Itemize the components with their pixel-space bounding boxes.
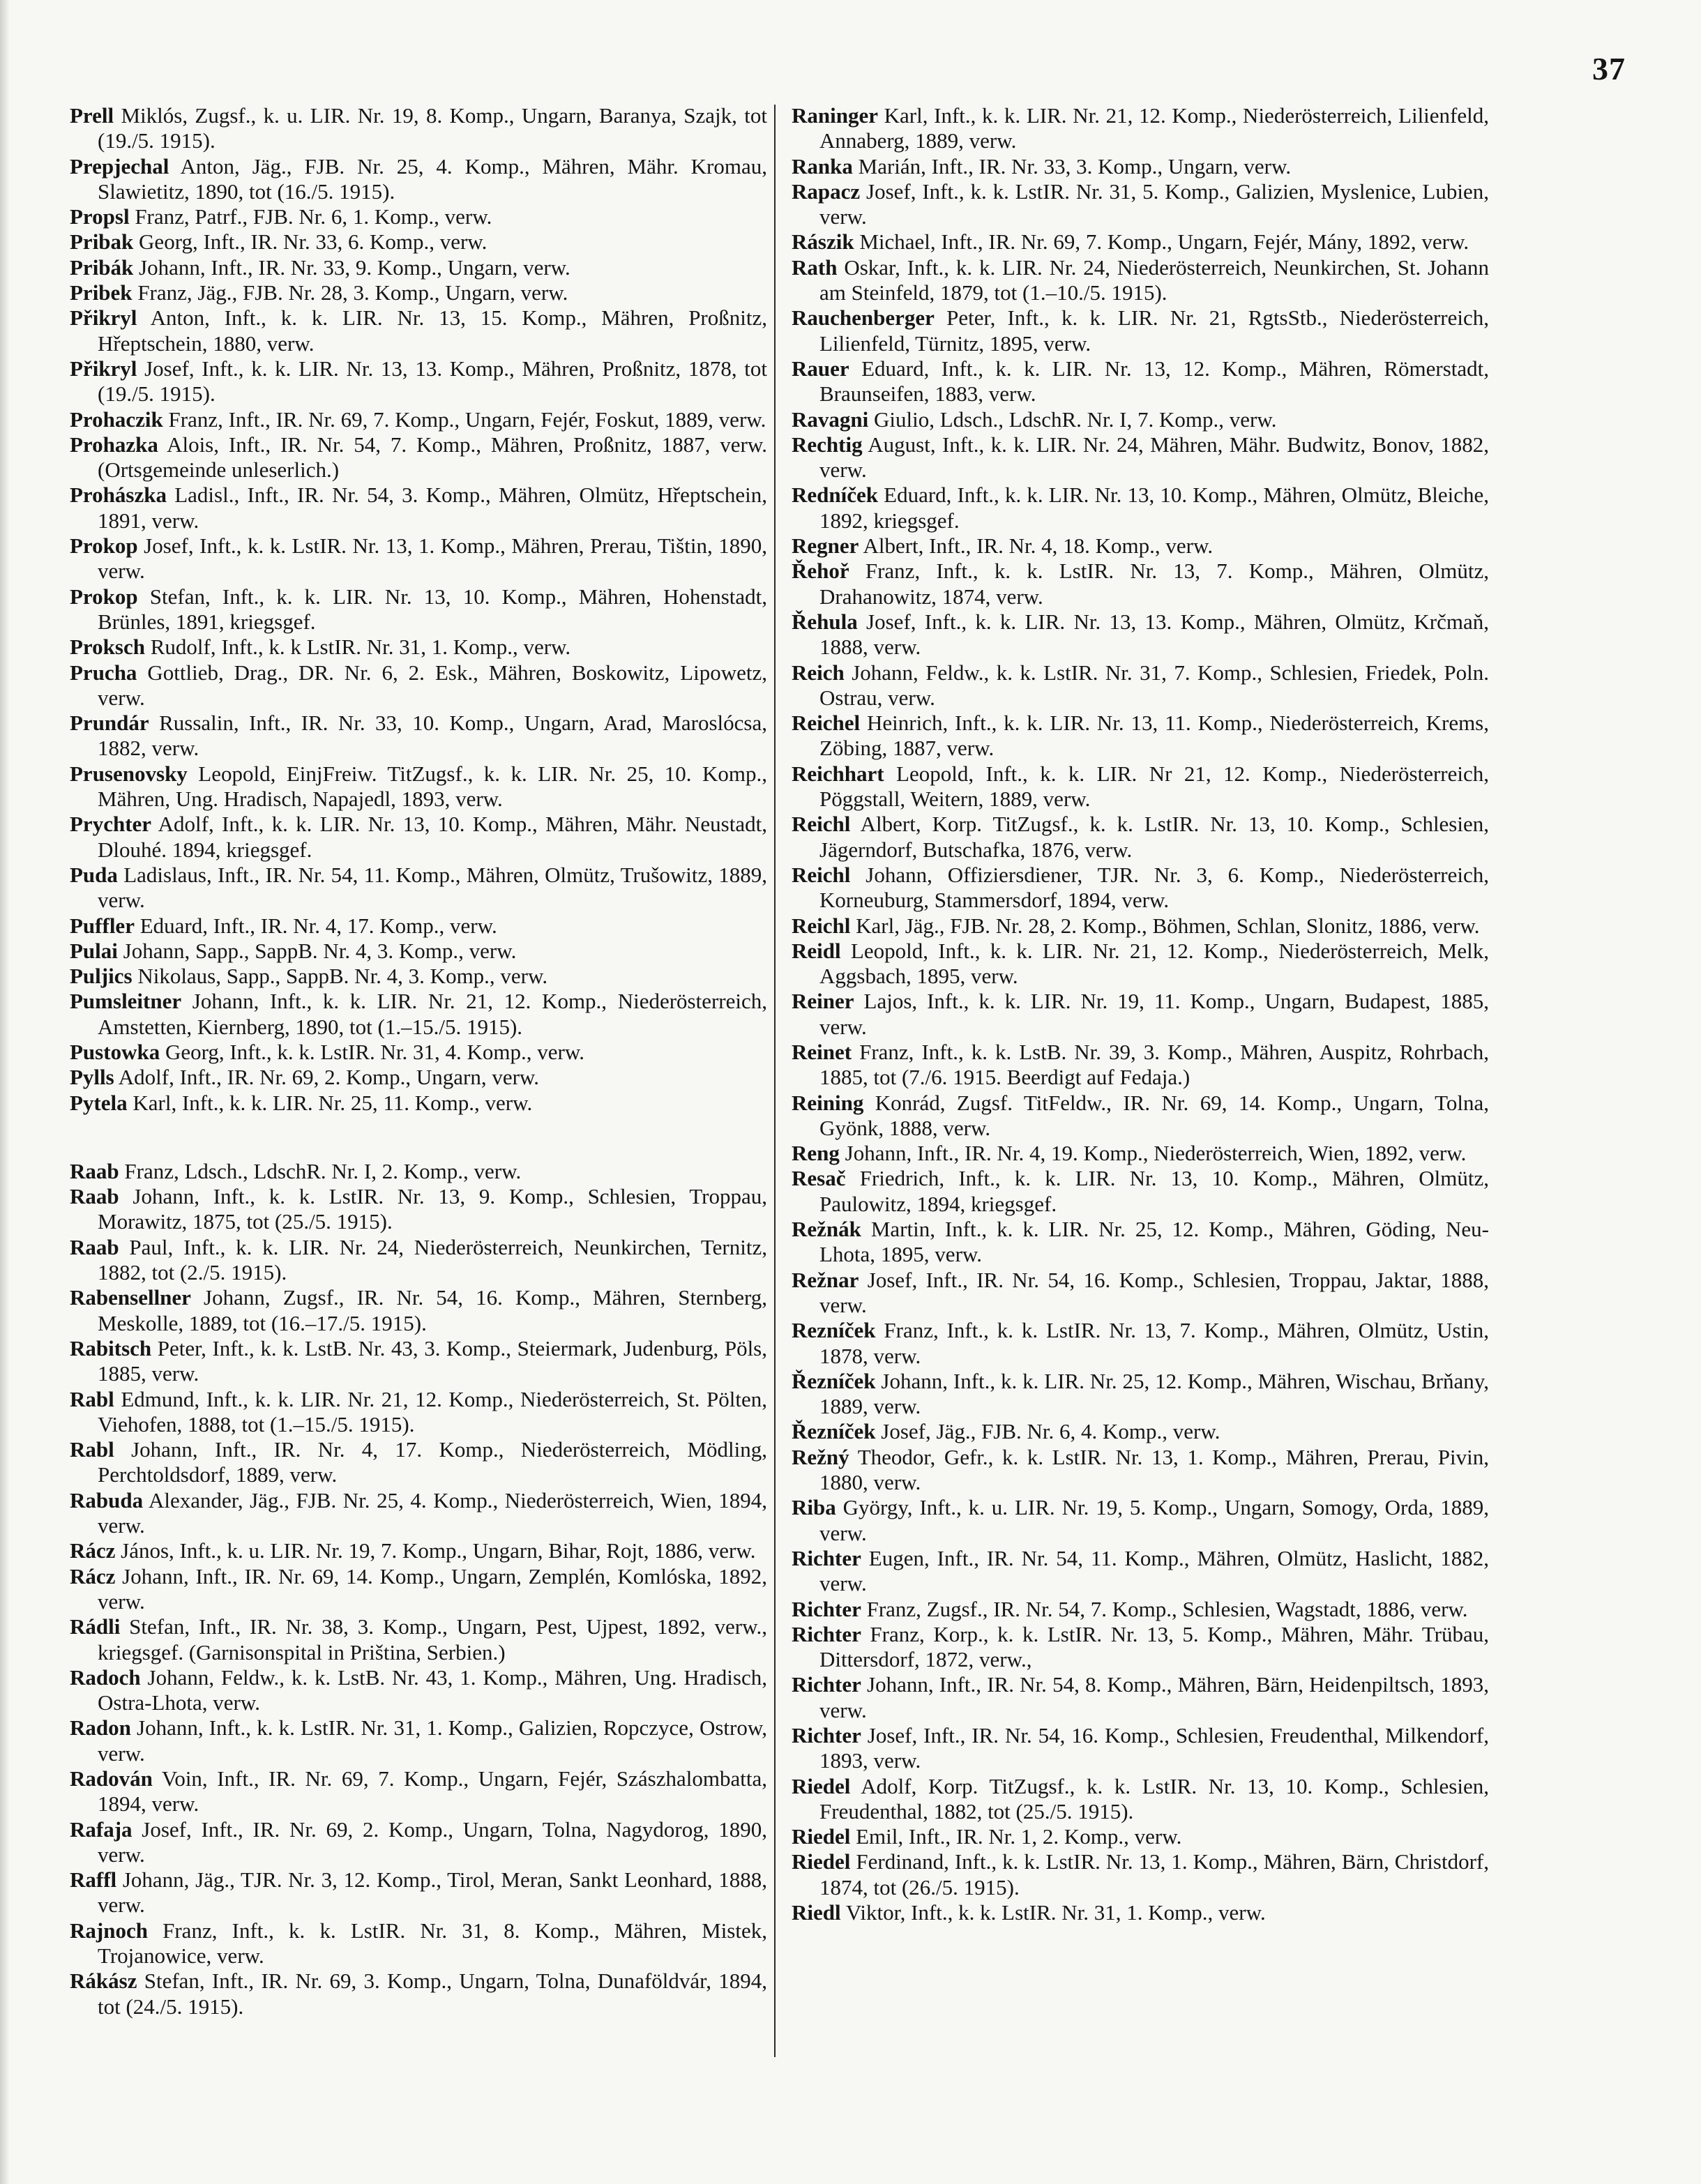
casualty-entry <box>70 660 767 711</box>
column-divider <box>774 105 776 2057</box>
entry-details: Josef, Inft., k. k. LstIR. Nr. 31, 5. Komp., Galizien, Myslenice, Lubien, verw. <box>819 179 1489 229</box>
entry-details: Johann, Inft., IR. Nr. 33, 9. Komp., Ungarn, verw. <box>133 255 570 280</box>
entry-surname: Rafaja <box>70 1817 133 1842</box>
entry-surname: Prokop <box>70 533 138 559</box>
casualty-entry <box>70 635 767 660</box>
entry-details: Miklós, Zugsf., k. u. LIR. Nr. 19, 8. Komp., Ungarn, Baranya, Szajk, tot (19./5. 1915). <box>98 103 767 153</box>
entry-surname: Pustowka <box>70 1039 160 1064</box>
entry-surname: Raab <box>70 1234 119 1259</box>
casualty-entry <box>70 1336 767 1387</box>
entry-surname: Richter <box>792 1545 861 1570</box>
entry-surname: Přikryl <box>70 305 137 331</box>
entry-details: Ladislaus, Inft., IR. Nr. 54, 11. Komp., Mähren, Olmütz, Trušowitz, 1889, verw. <box>98 862 767 913</box>
entry-surname: Riedl <box>792 1900 841 1925</box>
entry-surname: Prychter <box>70 812 152 837</box>
entry-surname: Rászik <box>792 229 854 255</box>
casualty-entry <box>70 761 767 812</box>
entry-surname: Reinet <box>792 1039 852 1064</box>
casualty-entry <box>70 1918 767 1969</box>
entry-details: Johann, Inft., IR. Nr. 4, 17. Komp., Niederösterreich, Mödling, Perchtoldsdorf, 1889, verw. <box>98 1437 767 1487</box>
casualty-entry <box>792 407 1489 432</box>
entry-details: Heinrich, Inft., k. k. LIR. Nr. 13, 11. Komp., Niederösterreich, Krems, Zöbing, 1887, verw. <box>819 711 1489 761</box>
casualty-entry <box>70 1969 767 2019</box>
entry-surname: Reichl <box>792 913 851 938</box>
entry-details: Lajos, Inft., k. k. LIR. Nr. 19, 11. Komp., Ungarn, Budapest, 1885, verw. <box>819 989 1489 1039</box>
entry-details: Eugen, Inft., IR. Nr. 54, 11. Komp., Mähren, Olmütz, Haslicht, 1882, verw. <box>819 1545 1489 1596</box>
casualty-entry <box>70 280 767 305</box>
entry-details: János, Inft., k. u. LIR. Nr. 19, 7. Komp., Ungarn, Bihar, Rojt, 1886, verw. <box>115 1538 756 1563</box>
section-gap <box>70 1116 767 1159</box>
entry-details: Ladisl., Inft., IR. Nr. 54, 3. Komp., Mähren, Olmütz, Hřeptschein, 1891, verw. <box>98 483 767 533</box>
entry-surname: Rabitsch <box>70 1335 152 1360</box>
entry-surname: Richter <box>792 1723 861 1747</box>
entry-details: Johann, Feldw., k. k. LstIR. Nr. 31, 7. Komp., Schlesien, Friedek, Poln. Ostrau, verw. <box>819 660 1489 710</box>
page-number: 37 <box>1592 51 1626 86</box>
entry-details: Josef, Inft., IR. Nr. 54, 16. Komp., Schlesien, Freudenthal, Milkendorf, 1893, verw. <box>819 1723 1489 1773</box>
entry-details: Josef, Inft., k. k. LIR. Nr. 13, 13. Komp., Mähren, Proßnitz, 1878, tot (19./5. 1915). <box>98 356 767 407</box>
entry-surname: Reichhart <box>792 761 884 786</box>
casualty-entry <box>792 1318 1489 1369</box>
entry-details: Josef, Inft., IR. Nr. 54, 16. Komp., Schlesien, Troppau, Jaktar, 1888, verw. <box>819 1267 1489 1317</box>
casualty-entry <box>792 939 1489 989</box>
entry-details: Paul, Inft., k. k. LIR. Nr. 24, Niederösterreich, Neunkirchen, Ternitz, 1882, tot (2./5. 1915). <box>98 1234 767 1285</box>
entry-details: Friedrich, Inft., k. k. LIR. Nr. 13, 10. Komp., Mähren, Olmütz, Paulowitz, 1894, kriegsgef. <box>819 1166 1489 1216</box>
casualty-entry <box>70 432 767 483</box>
casualty-entry <box>792 863 1489 913</box>
casualty-entry <box>70 305 767 356</box>
casualty-entry <box>792 1597 1489 1622</box>
casualty-entry <box>792 1900 1489 1925</box>
casualty-entry <box>70 584 767 635</box>
entry-details: Franz, Inft., k. k. LstIR. Nr. 31, 8. Komp., Mähren, Mistek, Trojanowice, verw. <box>98 1918 767 1969</box>
entry-surname: Prepjechal <box>70 153 169 179</box>
casualty-entry <box>70 356 767 407</box>
casualty-entry <box>70 154 767 205</box>
casualty-entry <box>792 1445 1489 1496</box>
entry-surname: Proksch <box>70 635 145 660</box>
entry-details: Leopold, EinjFreiw. TitZugsf., k. k. LIR. Nr. 25, 10. Komp., Mähren, Ung. Hradisch, Napajedl, 1893, verw. <box>98 761 767 812</box>
entry-details: Russalin, Inft., IR. Nr. 33, 10. Komp., Ungarn, Arad, Maroslócsa, 1882, verw. <box>98 711 767 761</box>
entry-surname: Reich <box>792 660 845 685</box>
entry-details: Josef, Inft., k. k. LIR. Nr. 13, 13. Komp., Mähren, Olmütz, Krčmaň, 1888, verw. <box>819 609 1489 660</box>
casualty-entry <box>70 989 767 1040</box>
casualty-entry <box>792 1546 1489 1597</box>
casualty-entry <box>792 1622 1489 1673</box>
entry-surname: Režnar <box>792 1267 859 1292</box>
casualty-entry <box>792 761 1489 812</box>
casualty-entry <box>70 1184 767 1235</box>
entry-details: Georg, Inft., IR. Nr. 33, 6. Komp., verw. <box>133 229 487 255</box>
entry-details: Johann, Inft., IR. Nr. 4, 19. Komp., Niederösterreich, Wien, 1892, verw. <box>839 1141 1467 1166</box>
entry-surname: Rath <box>792 255 838 280</box>
entry-details: Anton, Jäg., FJB. Nr. 25, 4. Komp., Mähren, Mähr. Kromau, Slawietitz, 1890, tot (16./5. 1915). <box>98 153 767 204</box>
casualty-entry <box>792 1369 1489 1420</box>
casualty-entry <box>792 989 1489 1040</box>
entry-surname: Režný <box>792 1444 849 1469</box>
casualty-entry <box>792 559 1489 609</box>
entry-details: Josef, Jäg., FJB. Nr. 6, 4. Komp., verw. <box>875 1419 1220 1444</box>
casualty-entry <box>70 812 767 863</box>
entry-surname: Raab <box>70 1184 119 1209</box>
entry-surname: Rabl <box>70 1386 114 1411</box>
entry-surname: Pytela <box>70 1090 128 1115</box>
entry-surname: Puljics <box>70 964 133 989</box>
entry-surname: Rákász <box>70 1969 137 1994</box>
casualty-entry <box>70 103 767 154</box>
casualty-entry <box>70 1387 767 1438</box>
entry-details: Alexander, Jäg., FJB. Nr. 25, 4. Komp., Niederösterreich, Wien, 1894, verw. <box>98 1487 767 1538</box>
entry-details: Johann, Inft., k. k. LstIR. Nr. 31, 1. Komp., Galizien, Ropczyce, Ostrow, verw. <box>98 1715 767 1766</box>
entry-details: Albert, Inft., IR. Nr. 4, 18. Komp., verw. <box>859 533 1214 559</box>
entry-surname: Regner <box>792 533 859 559</box>
casualty-entry <box>70 204 767 229</box>
casualty-entry <box>792 103 1489 154</box>
entry-surname: Rácz <box>70 1563 116 1588</box>
entry-details: Voin, Inft., IR. Nr. 69, 7. Komp., Ungarn, Fejér, Szászhalombatta, 1894, verw. <box>98 1766 767 1817</box>
entry-details: Franz, Korp., k. k. LstIR. Nr. 13, 5. Komp., Mähren, Mähr. Trübau, Dittersdorf, 1872, verw., <box>819 1621 1489 1672</box>
entry-details: Stefan, Inft., k. k. LIR. Nr. 13, 10. Komp., Mähren, Hohenstadt, Brünles, 1891, kriegsgef. <box>98 584 767 634</box>
casualty-entry <box>792 1141 1489 1166</box>
entry-surname: Pylls <box>70 1065 114 1090</box>
entry-details: Marián, Inft., IR. Nr. 33, 3. Komp., Ungarn, verw. <box>852 153 1292 179</box>
casualty-entry <box>792 1217 1489 1268</box>
entry-surname: Rácz <box>70 1538 116 1563</box>
entry-surname: Prokop <box>70 584 138 609</box>
casualty-entry <box>70 711 767 761</box>
entry-details: Adolf, Inft., k. k. LIR. Nr. 13, 10. Komp., Mähren, Mähr. Neustadt, Dlouhé. 1894, kriegsgef. <box>98 812 767 862</box>
entry-surname: Rabl <box>70 1437 114 1462</box>
casualty-entry <box>70 1665 767 1716</box>
casualty-entry <box>792 1672 1489 1723</box>
casualty-entry <box>792 533 1489 559</box>
entry-details: Karl, Inft., k. k. LIR. Nr. 21, 12. Komp., Niederösterreich, Lilienfeld, Annaberg, 1889, verw. <box>819 103 1489 153</box>
entry-surname: Režnák <box>792 1217 861 1242</box>
casualty-entry <box>70 229 767 255</box>
entry-details: Michael, Inft., IR. Nr. 69, 7. Komp., Ungarn, Fejér, Mány, 1892, verw. <box>854 229 1469 255</box>
entry-surname: Riba <box>792 1495 836 1520</box>
casualty-entry <box>70 1091 767 1116</box>
entry-details: Leopold, Inft., k. k. LIR. Nr. 21, 12. Komp., Niederösterreich, Melk, Aggsbach, 1895, verw. <box>819 938 1489 989</box>
entry-surname: Řehula <box>792 609 858 634</box>
entry-details: Johann, Jäg., TJR. Nr. 3, 12. Komp., Tirol, Meran, Sankt Leonhard, 1888, verw. <box>98 1867 767 1918</box>
entry-surname: Řezníček <box>792 1419 876 1444</box>
casualty-entry <box>792 1824 1489 1849</box>
entry-surname: Prucha <box>70 660 137 685</box>
casualty-entry <box>792 356 1489 407</box>
entry-surname: Raffl <box>70 1867 117 1893</box>
entry-details: Emil, Inft., IR. Nr. 1, 2. Komp., verw. <box>850 1824 1182 1849</box>
casualty-entry <box>70 863 767 913</box>
entry-surname: Prohaczik <box>70 407 163 432</box>
entry-surname: Prundár <box>70 711 149 736</box>
casualty-entry <box>70 939 767 964</box>
entry-details: Johann, Inft., IR. Nr. 54, 8. Komp., Mähren, Bärn, Heidenpiltsch, 1893, verw. <box>819 1672 1489 1722</box>
entry-details: Franz, Jäg., FJB. Nr. 28, 3. Komp., Ungarn, verw. <box>132 280 568 305</box>
casualty-entry <box>792 1849 1489 1900</box>
entry-details: Giulio, Ldsch., LdschR. Nr. I, 7. Komp., verw. <box>868 407 1277 432</box>
entry-surname: Raninger <box>792 103 878 128</box>
casualty-entry <box>70 1040 767 1065</box>
entry-surname: Pulai <box>70 938 118 963</box>
entry-surname: Reiner <box>792 989 854 1014</box>
entry-details: Franz, Inft., k. k. LstB. Nr. 39, 3. Komp., Mähren, Auspitz, Rohrbach, 1885, tot (7./6. 1915. Beerdigt auf Fedaja.) <box>819 1039 1489 1090</box>
casualty-entry <box>70 1159 767 1184</box>
entry-surname: Rabensellner <box>70 1285 191 1310</box>
entry-details: Georg, Inft., k. k. LstIR. Nr. 31, 4. Komp., verw. <box>160 1039 584 1064</box>
casualty-entry <box>70 1564 767 1615</box>
casualty-entry <box>792 812 1489 863</box>
entry-surname: Riedel <box>792 1849 851 1874</box>
entry-details: Stefan, Inft., IR. Nr. 38, 3. Komp., Ungarn, Pest, Ujpest, 1892, verw., kriegsgef. (Garnisonspital in Priština, Serbien.) <box>98 1614 767 1664</box>
entry-details: August, Inft., k. k. LIR. Nr. 24, Mähren, Mähr. Budwitz, Bonov, 1882, verw. <box>819 432 1489 483</box>
casualty-entry <box>70 1488 767 1539</box>
entry-details: Eduard, Inft., k. k. LIR. Nr. 13, 10. Komp., Mähren, Olmütz, Bleiche, 1892, kriegsgef. <box>819 483 1489 533</box>
entry-surname: Reidl <box>792 938 841 963</box>
casualty-entry <box>792 1091 1489 1142</box>
entry-surname: Pribak <box>70 229 134 255</box>
entry-surname: Resač <box>792 1166 846 1191</box>
casualty-entry <box>70 1538 767 1563</box>
entry-surname: Rechtig <box>792 432 863 457</box>
entry-details: Josef, Inft., IR. Nr. 69, 2. Komp., Ungarn, Tolna, Nagydorog, 1890, verw. <box>98 1817 767 1867</box>
entry-surname: Richter <box>792 1672 861 1697</box>
entry-details: Adolf, Korp. TitZugsf., k. k. LstIR. Nr. 13, 10. Komp., Schlesien, Freudenthal, 1882, tot (25./5. 1915). <box>819 1773 1489 1823</box>
entry-surname: Rapacz <box>792 179 861 204</box>
entry-details: György, Inft., k. u. LIR. Nr. 19, 5. Komp., Ungarn, Somogy, Orda, 1889, verw. <box>819 1495 1489 1545</box>
entry-surname: Riedel <box>792 1824 851 1849</box>
entry-details: Johann, Inft., k. k. LstIR. Nr. 13, 9. Komp., Schlesien, Troppau, Morawitz, 1875, tot (25./5. 1915). <box>98 1184 767 1234</box>
entry-details: Viktor, Inft., k. k. LstIR. Nr. 31, 1. Komp., verw. <box>840 1900 1266 1925</box>
entry-surname: Radoch <box>70 1664 141 1690</box>
entry-surname: Ranka <box>792 153 853 179</box>
entry-details: Martin, Inft., k. k. LIR. Nr. 25, 12. Komp., Mähren, Göding, Neu-Lhota, 1895, verw. <box>819 1217 1489 1267</box>
casualty-entry <box>792 1166 1489 1217</box>
entry-details: Peter, Inft., k. k. LIR. Nr. 21, RgtsStb., Niederösterreich, Lilienfeld, Türnitz, 1895, verw. <box>819 305 1489 356</box>
entry-details: Eduard, Inft., IR. Nr. 4, 17. Komp., verw. <box>134 913 497 938</box>
casualty-entry <box>792 609 1489 660</box>
entry-details: Rudolf, Inft., k. k LstIR. Nr. 31, 1. Komp., verw. <box>144 635 571 660</box>
entry-surname: Řehoř <box>792 559 849 584</box>
entry-surname: Prusenovsky <box>70 761 188 786</box>
casualty-entry <box>792 305 1489 356</box>
entry-surname: Reichl <box>792 862 851 887</box>
entry-surname: Redníček <box>792 483 878 508</box>
entry-surname: Pribek <box>70 280 133 305</box>
casualty-entry <box>70 964 767 989</box>
casualty-entry <box>70 1235 767 1286</box>
entry-details: Johann, Feldw., k. k. LstB. Nr. 43, 1. Komp., Mähren, Ung. Hradisch, Ostra-Lhota, verw. <box>98 1664 767 1715</box>
entry-surname: Prell <box>70 103 114 128</box>
casualty-entry <box>792 913 1489 939</box>
entry-surname: Rauchenberger <box>792 305 935 331</box>
entry-details: Theodor, Gefr., k. k. LstIR. Nr. 13, 1. Komp., Mähren, Prerau, Pivin, 1880, verw. <box>819 1444 1489 1495</box>
casualty-entry <box>792 483 1489 533</box>
entry-surname: Richter <box>792 1621 861 1646</box>
casualty-entry <box>70 1817 767 1868</box>
entry-details: Karl, Inft., k. k. LIR. Nr. 25, 11. Komp., verw. <box>127 1090 533 1115</box>
entry-details: Franz, Inft., k. k. LstIR. Nr. 13, 7. Komp., Mähren, Olmütz, Ustin, 1878, verw. <box>819 1318 1489 1368</box>
entry-details: Josef, Inft., k. k. LstIR. Nr. 13, 1. Komp., Mähren, Prerau, Tištin, 1890, verw. <box>98 533 767 584</box>
entry-details: Franz, Zugsf., IR. Nr. 54, 7. Komp., Schlesien, Wagstadt, 1886, verw. <box>861 1596 1468 1621</box>
entry-details: Edmund, Inft., k. k. LIR. Nr. 21, 12. Komp., Niederösterreich, St. Pölten, Viehofen, 1888, tot (1.–15./5. 1915). <box>98 1386 767 1436</box>
casualty-entry <box>70 533 767 584</box>
entry-details: Franz, Inft., k. k. LstIR. Nr. 13, 7. Komp., Mähren, Olmütz, Drahanowitz, 1874, verw. <box>819 559 1489 609</box>
entry-surname: Puda <box>70 862 118 887</box>
entry-details: Karl, Jäg., FJB. Nr. 28, 2. Komp., Böhmen, Schlan, Slonitz, 1886, verw. <box>850 913 1480 938</box>
entry-details: Konrád, Zugsf. TitFeldw., IR. Nr. 69, 14. Komp., Ungarn, Tolna, Gyönk, 1888, verw. <box>819 1090 1489 1140</box>
entry-details: Johann, Inft., k. k. LIR. Nr. 21, 12. Komp., Niederösterreich, Amstetten, Kiernberg, 1890, tot (1.–15./5. 1915). <box>98 989 767 1039</box>
casualty-entry <box>792 432 1489 483</box>
entry-surname: Riedel <box>792 1773 851 1798</box>
entry-details: Johann, Inft., IR. Nr. 69, 14. Komp., Ungarn, Zemplén, Komlóska, 1892, verw. <box>98 1563 767 1614</box>
casualty-entry <box>792 1495 1489 1546</box>
entry-details: Peter, Inft., k. k. LstB. Nr. 43, 3. Komp., Steiermark, Judenburg, Pöls, 1885, verw. <box>98 1335 767 1386</box>
casualty-entry <box>792 154 1489 179</box>
entry-details: Gottlieb, Drag., DR. Nr. 6, 2. Esk., Mähren, Boskowitz, Lipowetz, verw. <box>98 660 767 710</box>
entry-surname: Řezníček <box>792 1368 876 1393</box>
casualty-entry <box>792 660 1489 711</box>
entry-details: Eduard, Inft., k. k. LIR. Nr. 13, 12. Komp., Mähren, Römerstadt, Braunseifen, 1883, verw. <box>819 356 1489 407</box>
entry-surname: Přikryl <box>70 356 137 381</box>
entry-surname: Raab <box>70 1158 119 1183</box>
entry-details: Johann, Inft., k. k. LIR. Nr. 25, 12. Komp., Mähren, Wischau, Brňany, 1889, verw. <box>819 1368 1489 1419</box>
entry-surname: Reichel <box>792 711 861 736</box>
casualty-entry <box>70 1065 767 1090</box>
entry-surname: Prohászka <box>70 483 167 508</box>
casualty-entry <box>792 179 1489 230</box>
entry-surname: Radon <box>70 1715 131 1741</box>
casualty-entry <box>70 407 767 432</box>
entry-details: Anton, Inft., k. k. LIR. Nr. 13, 15. Komp., Mähren, Proßnitz, Hřeptschein, 1880, verw. <box>98 305 767 356</box>
entry-surname: Rezníček <box>792 1318 876 1343</box>
casualty-entry <box>792 1040 1489 1091</box>
casualty-entry <box>70 1715 767 1766</box>
casualty-entry <box>792 711 1489 761</box>
page-edge-shadow <box>0 0 10 2184</box>
casualty-entry <box>70 1766 767 1817</box>
entry-surname: Radován <box>70 1766 153 1791</box>
entry-surname: Puffler <box>70 913 135 938</box>
entry-details: Leopold, Inft., k. k. LIR. Nr 21, 12. Komp., Niederösterreich, Pöggstall, Weitern, 1889, verw. <box>819 761 1489 812</box>
entry-details: Ferdinand, Inft., k. k. LstIR. Nr. 13, 1. Komp., Mähren, Bärn, Christdorf, 1874, tot (26./5. 1915). <box>819 1849 1489 1899</box>
entry-details: Albert, Korp. TitZugsf., k. k. LstIR. Nr. 13, 10. Komp., Schlesien, Jägerndorf, Butschafka, 1876, verw. <box>819 812 1489 862</box>
casualty-entry <box>792 1268 1489 1319</box>
casualty-entry <box>70 1437 767 1488</box>
right-column <box>792 103 1489 1925</box>
casualty-entry <box>70 1285 767 1336</box>
entry-details: Alois, Inft., IR. Nr. 54, 7. Komp., Mähren, Proßnitz, 1887, verw. (Ortsgemeinde unleserlich.) <box>98 432 767 483</box>
casualty-entry <box>70 255 767 280</box>
entry-details: Johann, Zugsf., IR. Nr. 54, 16. Komp., Mähren, Sternberg, Meskolle, 1889, tot (16.–17./5. 1915). <box>98 1285 767 1335</box>
entry-details: Stefan, Inft., IR. Nr. 69, 3. Komp., Ungarn, Tolna, Dunaföldvár, 1894, tot (24./5. 1915). <box>98 1969 767 2019</box>
entry-surname: Pribák <box>70 255 134 280</box>
entry-surname: Rabuda <box>70 1487 144 1512</box>
entry-surname: Prohazka <box>70 432 158 457</box>
entry-surname: Rauer <box>792 356 849 381</box>
casualty-entry <box>792 1419 1489 1444</box>
casualty-entry <box>70 483 767 533</box>
casualty-entry <box>70 913 767 939</box>
entry-details: Franz, Inft., IR. Nr. 69, 7. Komp., Ungarn, Fejér, Foskut, 1889, verw. <box>162 407 766 432</box>
entry-details: Adolf, Inft., IR. Nr. 69, 2. Komp., Ungarn, verw. <box>114 1065 540 1090</box>
entry-surname: Rádli <box>70 1614 121 1639</box>
casualty-entry <box>792 255 1489 306</box>
entry-details: Franz, Ldsch., LdschR. Nr. I, 2. Komp., verw. <box>119 1158 522 1183</box>
entry-details: Johann, Offiziersdiener, TJR. Nr. 3, 6. Komp., Niederösterreich, Korneuburg, Stammersdorf, 1894, verw. <box>819 862 1489 913</box>
casualty-entry <box>792 229 1489 255</box>
left-column <box>70 103 767 2019</box>
entry-surname: Propsl <box>70 204 130 229</box>
entry-surname: Ravagni <box>792 407 869 432</box>
entry-surname: Richter <box>792 1596 861 1621</box>
entry-surname: Pumsleitner <box>70 989 182 1014</box>
casualty-entry <box>70 1614 767 1665</box>
entry-details: Johann, Sapp., SappB. Nr. 4, 3. Komp., verw. <box>117 938 517 963</box>
entry-surname: Reng <box>792 1141 840 1166</box>
entry-surname: Reichl <box>792 812 851 837</box>
entry-details: Nikolaus, Sapp., SappB. Nr. 4, 3. Komp., verw. <box>132 964 548 989</box>
entry-surname: Reining <box>792 1090 864 1115</box>
casualty-entry <box>70 1867 767 1918</box>
casualty-entry <box>792 1723 1489 1774</box>
entry-details: Franz, Patrf., FJB. Nr. 6, 1. Komp., verw. <box>129 204 492 229</box>
entry-surname: Rajnoch <box>70 1918 148 1943</box>
casualty-entry <box>792 1774 1489 1825</box>
entry-details: Oskar, Inft., k. k. LIR. Nr. 24, Niederösterreich, Neunkirchen, St. Johann am Steinfeld, 1879, tot (1.–10./5. 1915). <box>819 255 1489 305</box>
